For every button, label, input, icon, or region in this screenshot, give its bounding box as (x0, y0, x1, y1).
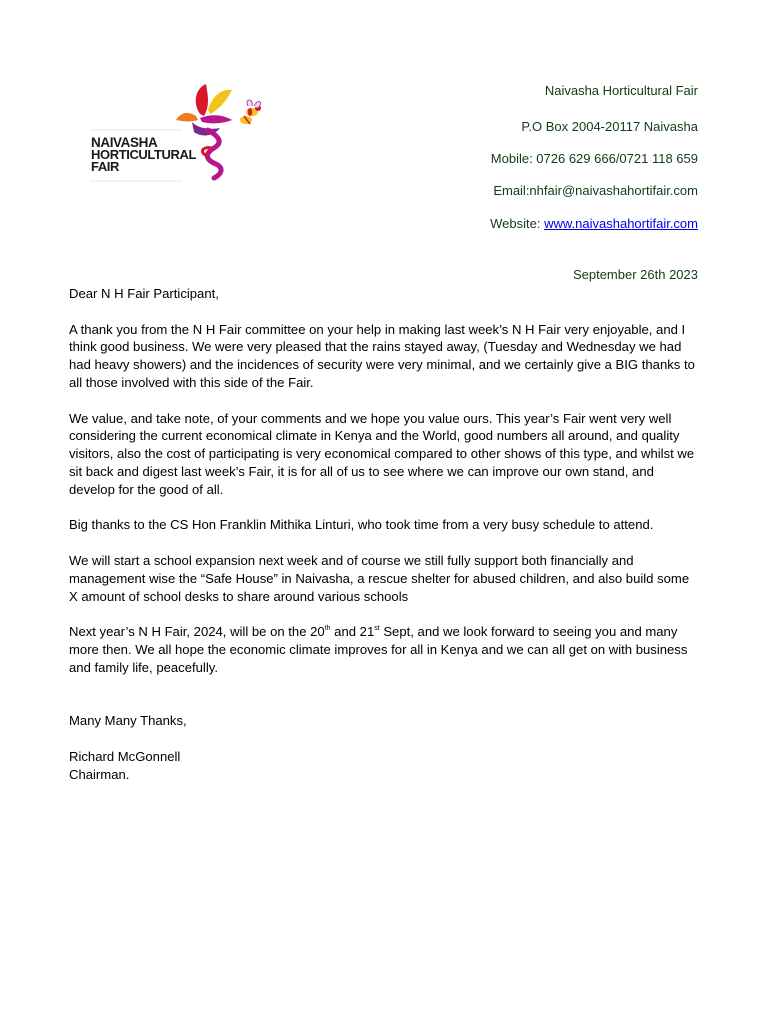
paragraph-5-part-3: Sept, and we look forward to seeing you and many more then. We all hope the economic climate improves for all in Kenya and we can all get on with business and family life, peacefully. (69, 624, 688, 675)
paragraph-1: A thank you from the N H Fair committee on your help in making last week’s N H Fair very enjoyable, and I think good business. We were very pleased that the rains stayed away, (Tuesday and Wednesday we had had heavy showers) and the incidences of security were very minimal, and we certainly give a BIG thanks to all those involved with this side of the Fair. (69, 321, 695, 390)
letter-date: September 26th 2023 (572, 267, 698, 282)
signer-title: Chairman. (69, 766, 130, 782)
salutation: Dear N H Fair Participant, (69, 286, 219, 301)
closing: Many Many Thanks, (69, 713, 187, 729)
website-link[interactable]: www.naivashahortifair.com (544, 216, 698, 231)
website-line (490, 216, 698, 231)
letter-body (69, 285, 699, 783)
ordinal-suffix-2: st (374, 625, 380, 633)
website-label: Website: (490, 216, 545, 231)
ordinal-suffix-1: th (324, 625, 331, 633)
org-name: Naivasha Horticultural Fair (544, 83, 698, 98)
paragraph-5-part-1: Next year’s N H Fair, 2024, will be on the 20 (69, 624, 325, 640)
logo-text-line-3: FAIR (91, 159, 120, 174)
naivasha-fair-logo (88, 80, 268, 184)
paragraph-2: We value, and take note, of your comments and we hope you value ours. This year’s Fair went very well considering the current economical climate in Kenya and the World, good numbers all around, and quality visitors, also the cost of participating is very economical compared to other shows of this type, and whilst we sit back and digest last week’s Fair, it is for all of us to see where we can improve our own stand, and develop for the good of all. (69, 410, 695, 497)
logo-wordmark (91, 137, 203, 173)
paragraph-4: We will start a school expansion next week and of course we still fully support both financially and management wise the “Safe House” in Naivasha, a rescue shelter for abused children, and also build some X amount of school desks to share around various schools (69, 552, 690, 604)
po-box: P.O Box 2004-20117 Naivasha (521, 119, 698, 134)
logo-text-line-1: NAIVASHA (91, 135, 158, 150)
paragraph-3: Big thanks to the CS Hon Franklin Mithika Linturi, who took time from a very busy schedule to attend. (69, 517, 654, 533)
paragraph-5-part-2: and 21 (330, 624, 375, 640)
logo-text-line-2: HORTICULTURAL (91, 147, 197, 162)
mobile-numbers: Mobile: 0726 629 666/0721 118 659 (490, 151, 698, 166)
paragraph-5 (69, 623, 699, 676)
signer-name: Richard McGonnell (69, 748, 181, 764)
email-address: Email:nhfair@naivashahortifair.com (493, 183, 698, 198)
